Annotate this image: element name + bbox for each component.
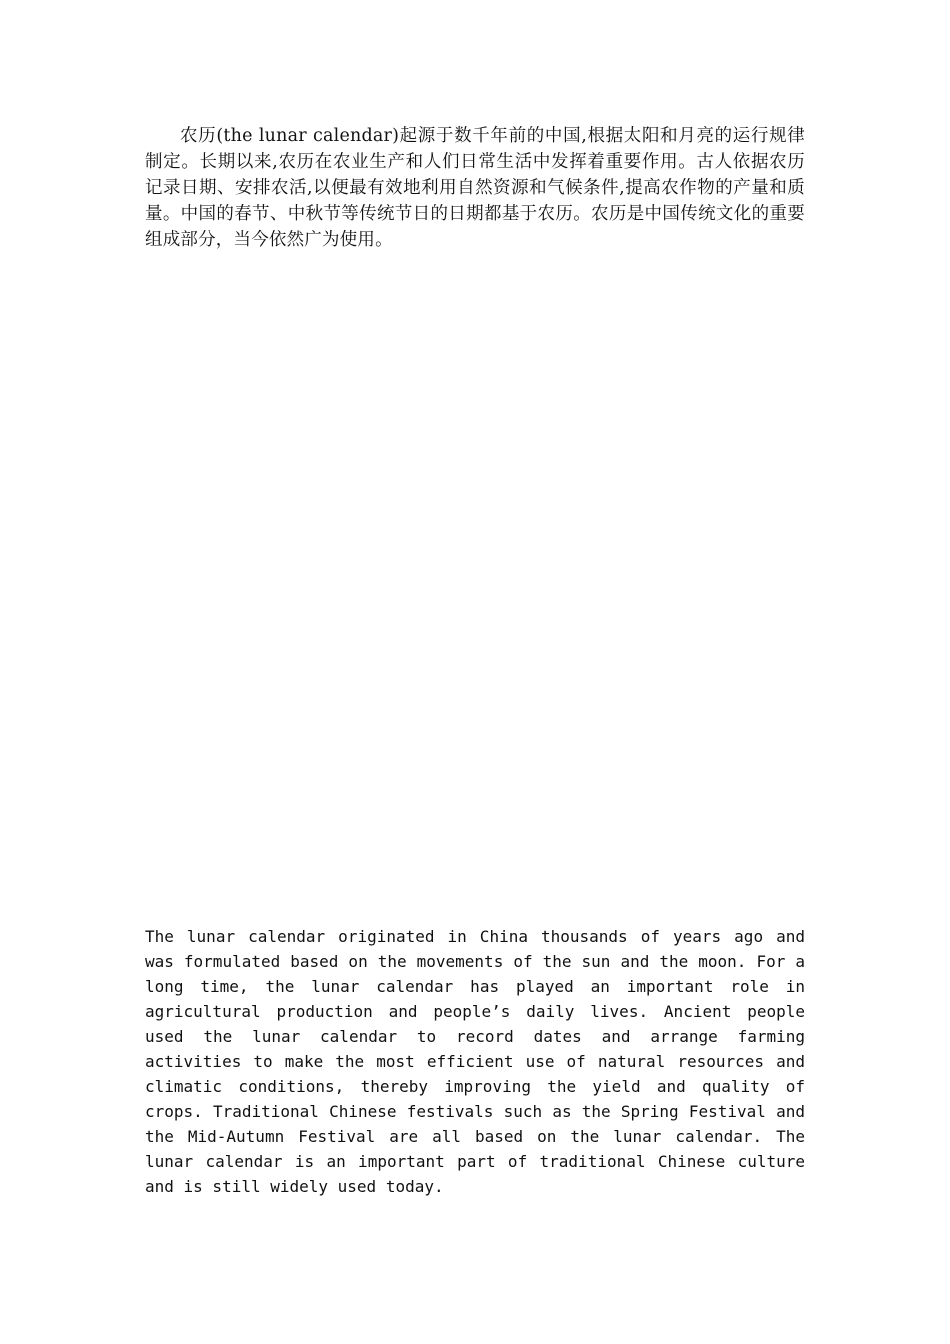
english-translation-paragraph: The lunar calendar originated in China thousands of years ago and was formulated based on the movements of the sun and the moon. For a long time, the lunar calendar has played an important role in agricultural production and people’s daily lives. Ancient people used the lunar calendar to record dates and arrange farming activities to make the most efficient use of natural resources and climatic conditions, thereby improving the yield and quality of crops. Traditional Chinese festivals such as the Spring Festival and the Mid-Autumn Festival are all based on the lunar calendar. The lunar calendar is an important part of traditional Chinese culture and is still widely used today. bbox=[145, 927, 805, 1196]
chinese-source-paragraph: 农历(the lunar calendar)起源于数千年前的中国,根据太阳和月亮的运行规律制定。长期以来,农历在农业生产和人们日常生活中发挥着重要作用。古人依据农历记录日期、安排农活,以便最有效地利用自然资源和气候条件,提高农作物的产量和质量。中国的春节、中秋节等传统节日的日期都基于农历。农历是中国传统文化的重要组成部分，当今依然广为使用。 bbox=[145, 126, 805, 250]
